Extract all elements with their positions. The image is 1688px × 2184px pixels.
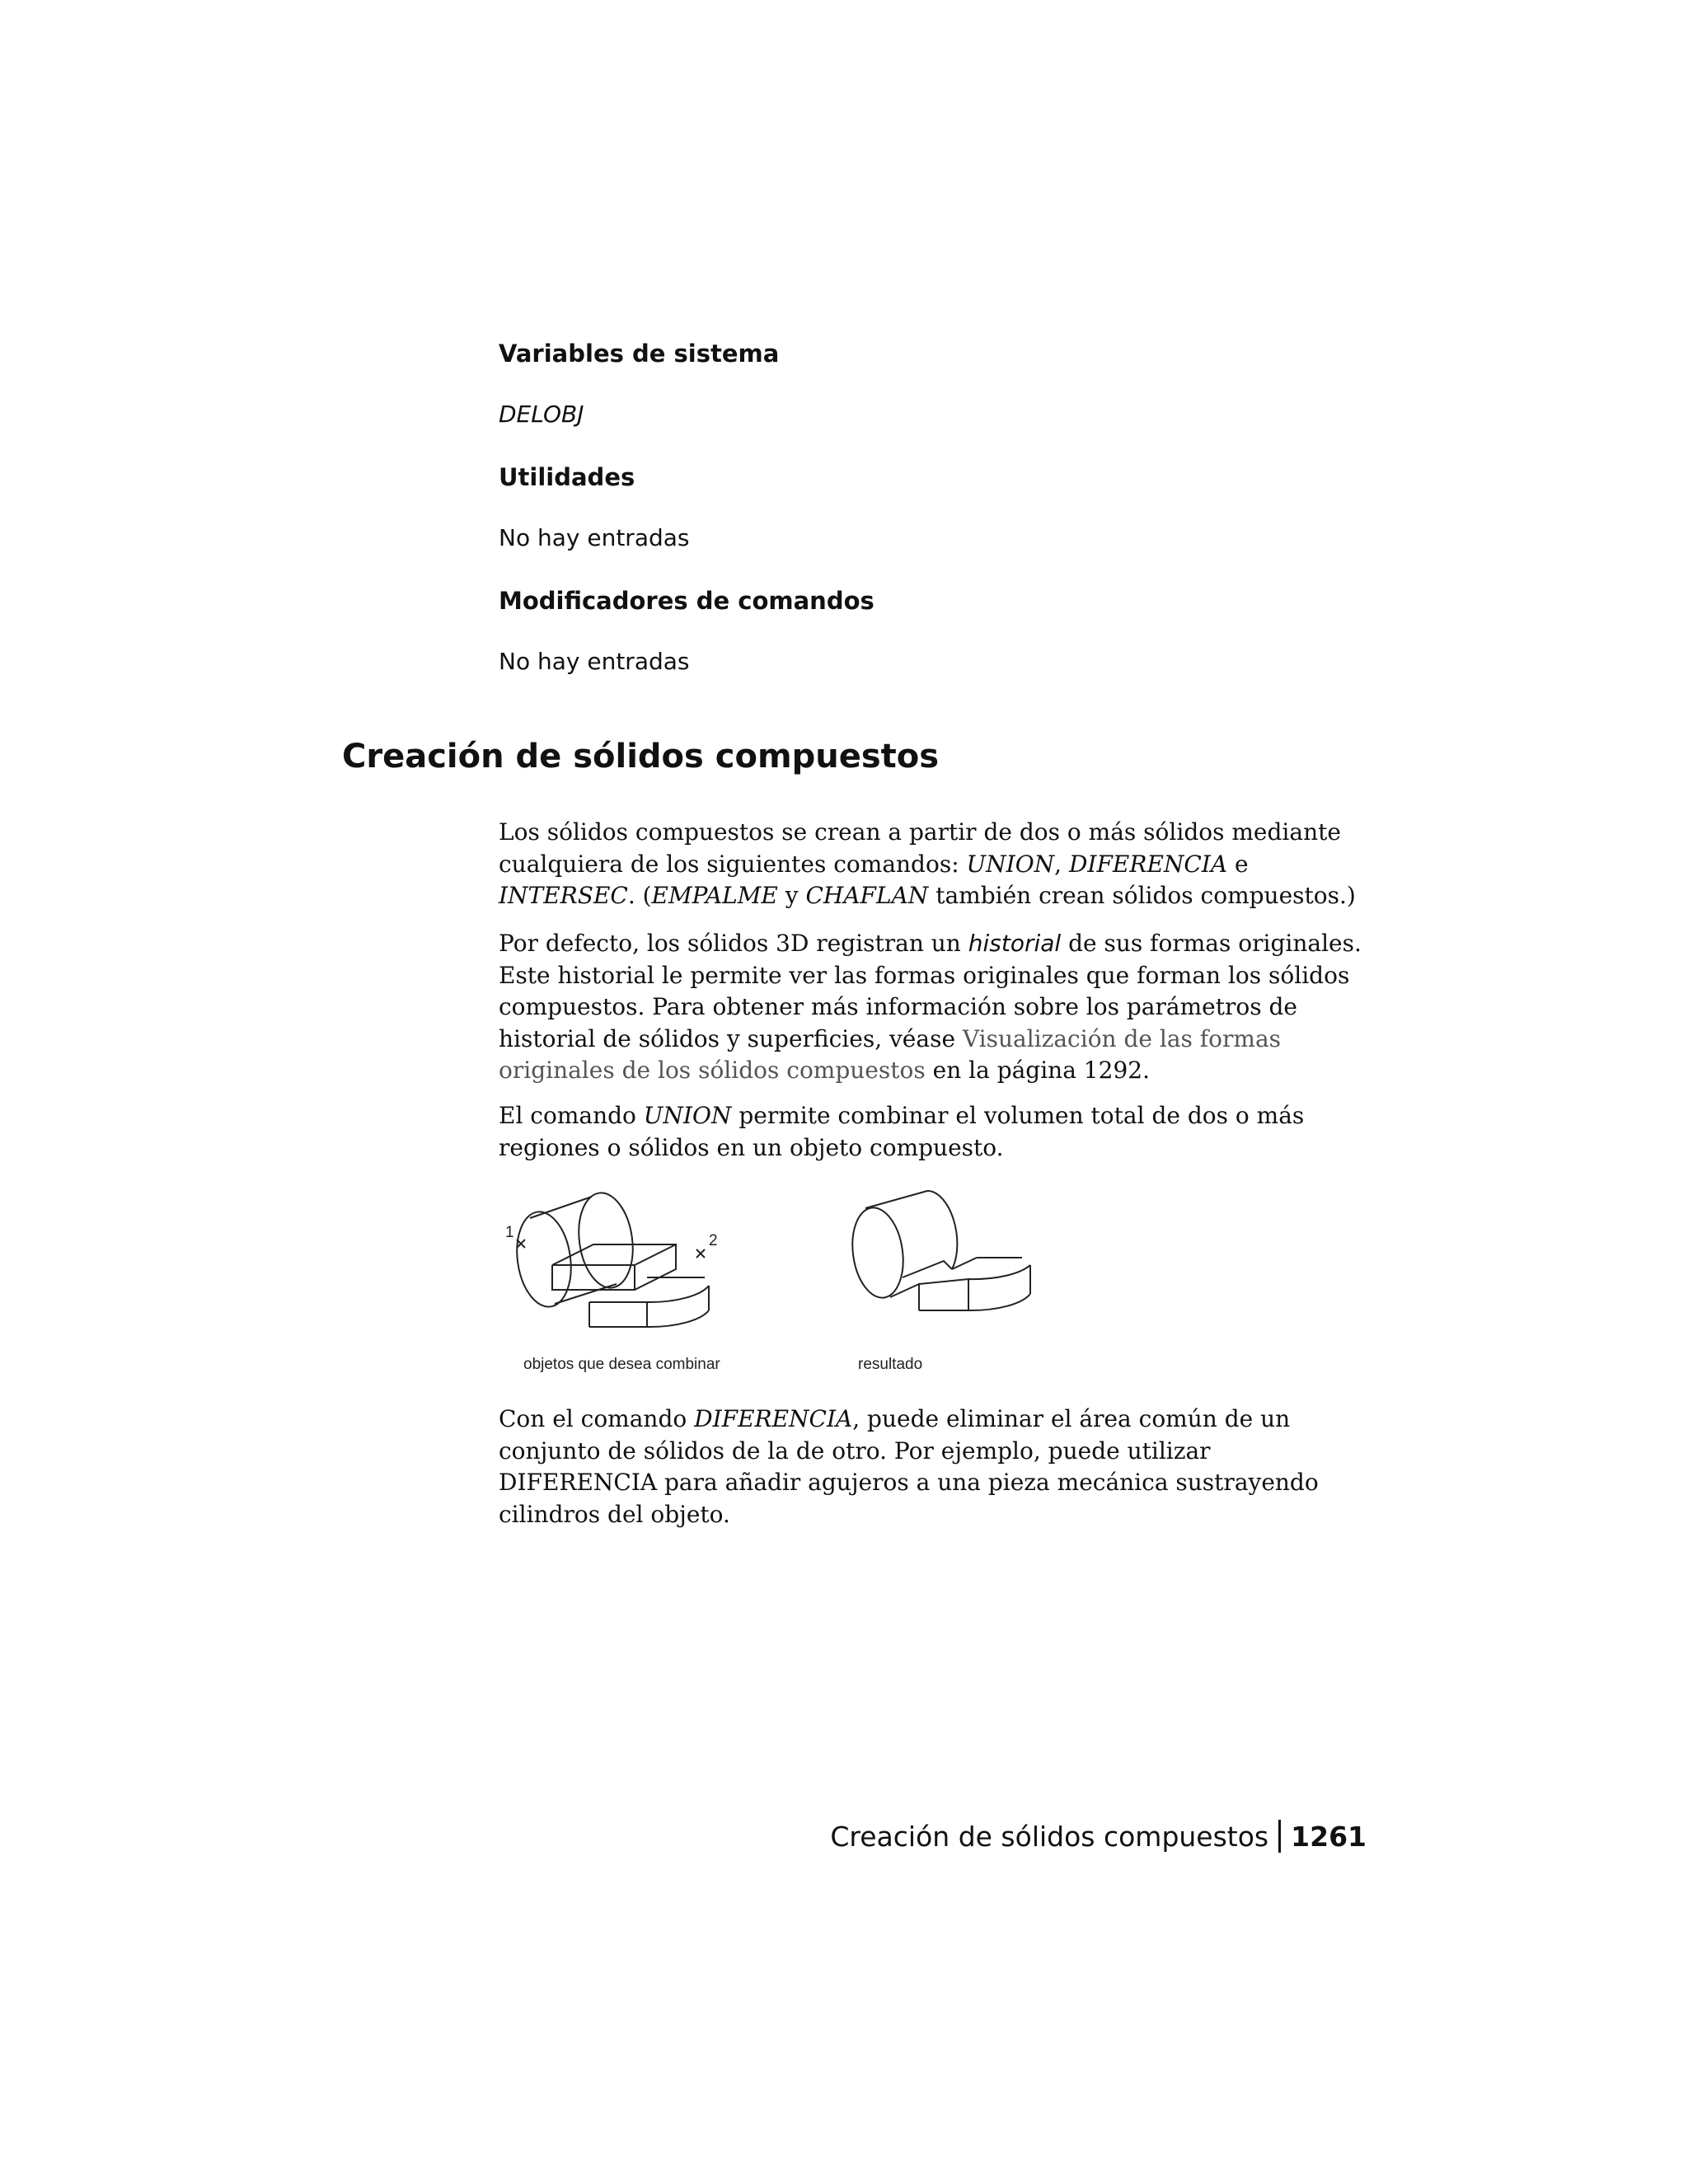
command-chaflan: CHAFLAN bbox=[805, 882, 929, 909]
command-union: UNION bbox=[966, 850, 1055, 878]
sysvars-value: DELOBJ bbox=[499, 401, 584, 428]
caption-result: resultado bbox=[858, 1356, 923, 1373]
command-intersec: INTERSEC bbox=[499, 882, 628, 909]
union-result-drawing bbox=[847, 1191, 1030, 1310]
paragraph-history: Por defecto, los sólidos 3D registran un historial de sus formas originales. Este historial le permite ver las formas originales que forman los sólidos compuestos. Para obtener más información sobre los parámetros de historial de sólidos y superficies, véase Visualización de las formas originales de los sólidos compuestos en la página 1292. bbox=[499, 930, 1362, 1084]
page-number: 1261 bbox=[1291, 1821, 1367, 1853]
utilities-heading: Utilidades bbox=[499, 463, 635, 491]
utilities-value: No hay entradas bbox=[499, 524, 690, 551]
command-empalme: EMPALME bbox=[651, 882, 778, 909]
cross-reference-link[interactable]: Visualización de las formas originales de los sólidos compuestos bbox=[499, 1024, 1282, 1084]
pick-label-2: 2 bbox=[709, 1232, 718, 1249]
caption-objects-to-combine: objetos que desea combinar bbox=[523, 1356, 720, 1373]
paragraph-union: El comando UNION permite combinar el volumen total de dos o más regiones o sólidos en un objeto compuesto. bbox=[499, 1102, 1305, 1161]
paragraph-difference: Con el comando DIFERENCIA, puede eliminar el área común de un conjunto de sólidos de la de otro. Por ejemplo, puede utilizar DIFERENCIA para añadir agujeros a una pieza mecánica sustrayendo cilindros del objeto. bbox=[499, 1405, 1319, 1528]
command-diferencia: DIFERENCIA bbox=[1068, 850, 1228, 878]
sysvars-heading: Variables de sistema bbox=[499, 340, 780, 368]
modifiers-heading: Modificadores de comandos bbox=[499, 587, 874, 615]
pick-label-1: 1 bbox=[505, 1224, 514, 1241]
running-footer-title: Creación de sólidos compuestos bbox=[830, 1821, 1269, 1853]
modifiers-value: No hay entradas bbox=[499, 648, 690, 675]
union-illustration bbox=[499, 1187, 1109, 1385]
section-title: Creación de sólidos compuestos bbox=[342, 738, 940, 776]
term-historial: historial bbox=[968, 930, 1062, 957]
paragraph-intro: Los sólidos compuestos se crean a partir de dos o más sólidos mediante cualquiera de los siguientes comandos: UNION, DIFERENCIA e INTERSEC. (EMPALME y CHAFLAN también crean sólidos compuestos.) bbox=[499, 818, 1356, 909]
footer-separator bbox=[1278, 1820, 1281, 1853]
page-footer bbox=[830, 1820, 1367, 1854]
command-union: UNION bbox=[643, 1102, 732, 1129]
objects-to-combine-drawing bbox=[511, 1189, 709, 1327]
command-diferencia: DIFERENCIA bbox=[694, 1405, 853, 1432]
union-drawing bbox=[499, 1187, 1109, 1360]
